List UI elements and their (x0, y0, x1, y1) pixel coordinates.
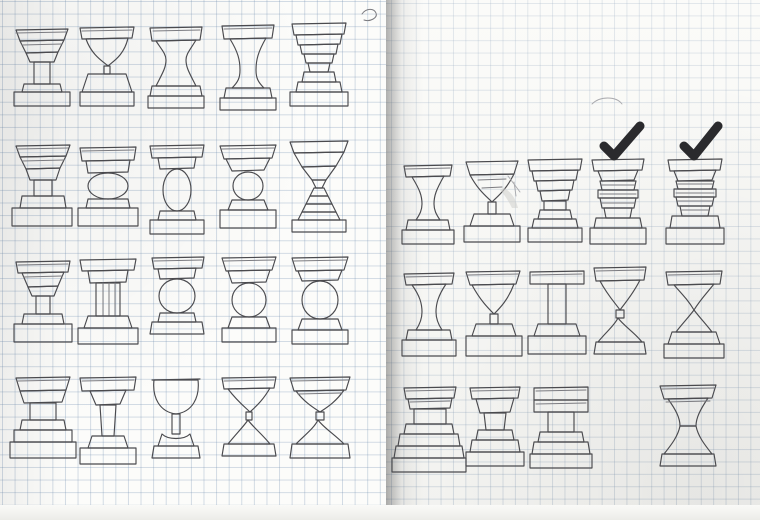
table-surface-strip (0, 505, 760, 520)
right-sheet-grid (386, 0, 760, 520)
right-sheet (386, 0, 760, 520)
right-sheet-shading (386, 0, 760, 520)
